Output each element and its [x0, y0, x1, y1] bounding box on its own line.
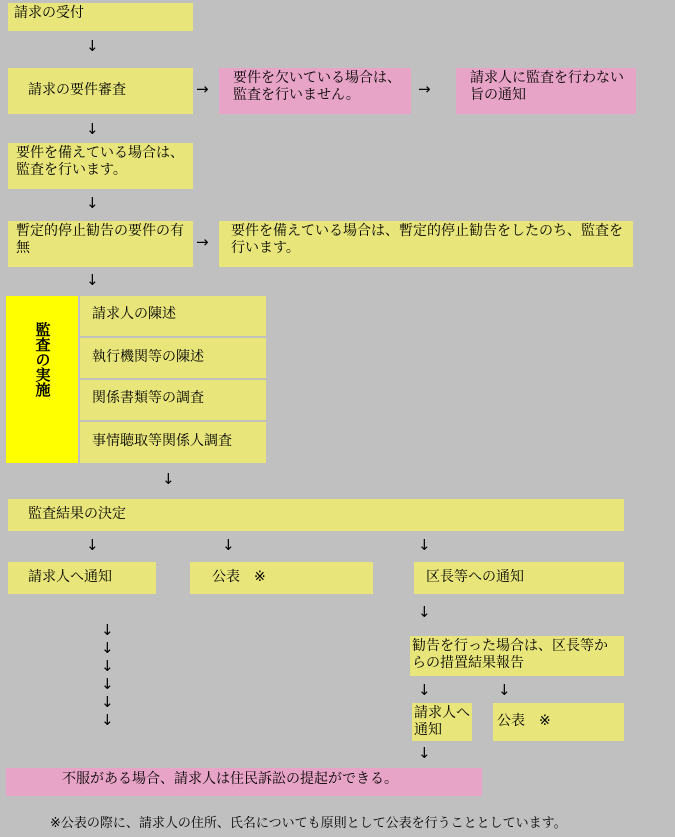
appeal-label: 不服がある場合、請求人は住民訴訟の提起ができる。 [62, 771, 398, 787]
decision-label: 監査結果の決定 [28, 506, 126, 522]
review-label: 請求の要件審査 [28, 82, 126, 98]
audit-item [80, 296, 266, 336]
arrow-down-left-chain: ↓ [101, 693, 114, 711]
audit-item [80, 422, 266, 463]
interim-req-box [8, 221, 193, 267]
arrow-down-10: ↓ [418, 681, 431, 699]
interim-req-label: 暫定的停止勧告の要件の有無 [16, 223, 184, 256]
arrow-down-4: ↓ [86, 271, 99, 289]
notify-claimant2-label: 請求人へ通知 [414, 705, 470, 738]
interim-meets-label: 要件を備えている場合は、暫定的停止勧告をしたのち、監査を行います。 [231, 223, 623, 256]
appeal-box [6, 768, 482, 796]
arrow-down-3: ↓ [86, 194, 99, 212]
arrow-right-2: → [418, 80, 431, 98]
publish2-box [493, 703, 624, 741]
arrow-down-left-chain: ↓ [101, 621, 114, 639]
notify-claimant-box [8, 562, 156, 594]
notify-claimant-label: 請求人へ通知 [28, 569, 112, 585]
notify-mayor-label: 区長等への通知 [426, 569, 524, 585]
audit-item-label: 執行機関等の陳述 [92, 349, 204, 365]
audit-item [80, 338, 266, 378]
interim-meets-box [219, 221, 633, 267]
recommend-label: 勧告を行った場合は、区長等からの措置結果報告 [412, 638, 608, 671]
audit-label: 監査の実施 [33, 322, 52, 397]
lacking-box [219, 68, 411, 114]
arrow-right-1: → [196, 80, 209, 98]
arrow-down-12: ↓ [418, 744, 431, 762]
arrow-down-9: ↓ [418, 603, 431, 621]
review-box [8, 68, 193, 114]
arrow-down-left-chain: ↓ [101, 657, 114, 675]
arrow-down-5: ↓ [162, 470, 175, 488]
arrow-down-left-chain: ↓ [101, 675, 114, 693]
footnote: ※公表の際に、請求人の住所、氏名についても原則として公表を行うこととしています。 [50, 816, 567, 831]
meets-label: 要件を備えている場合は、監査を行います。 [16, 145, 184, 178]
arrow-down-8: ↓ [418, 536, 431, 554]
receipt-box [8, 3, 193, 31]
recommend-box [410, 636, 624, 676]
arrow-down-2: ↓ [86, 120, 99, 138]
notify-claimant2-box [412, 703, 472, 741]
notify-no-audit-label: 請求人に監査を行わない旨の通知 [470, 70, 624, 103]
meets-box [8, 143, 193, 189]
audit-item-label: 関係書類等の調査 [92, 390, 204, 406]
publish2-label: 公表 ※ [497, 713, 551, 729]
notify-no-audit-box [456, 68, 636, 114]
arrow-down-left-chain: ↓ [101, 711, 114, 729]
arrow-down-7: ↓ [222, 536, 235, 554]
arrow-down-6: ↓ [86, 536, 99, 554]
audit-item-label: 請求人の陳述 [92, 306, 176, 322]
lacking-label: 要件を欠いている場合は、監査を行いません。 [233, 70, 401, 103]
arrow-right-3: → [196, 233, 209, 251]
publish-box [190, 562, 373, 594]
arrow-down-11: ↓ [498, 681, 511, 699]
receipt-label: 請求の受付 [14, 5, 84, 21]
audit-item [80, 380, 266, 420]
audit-item-label: 事情聴取等関係人調査 [92, 433, 232, 449]
arrow-down-left-chain: ↓ [101, 639, 114, 657]
publish-label: 公表 ※ [212, 569, 266, 585]
audit-label-box [6, 296, 78, 463]
notify-mayor-box [414, 562, 624, 594]
arrow-down-1: ↓ [86, 37, 99, 55]
decision-box [8, 499, 624, 531]
